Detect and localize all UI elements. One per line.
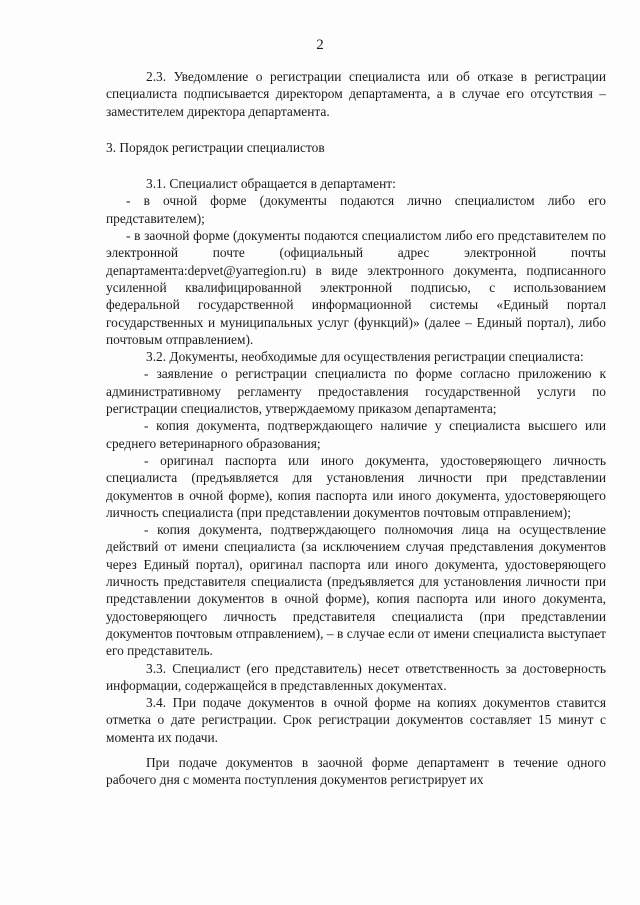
clause-3-4-continuation: При подаче документов в заочной форме департамент в течение одного рабочего дня с момента поступления документов регистрирует их xyxy=(106,754,606,788)
clause-3-2-authority: - копия документа, подтверждающего полномочия лица на осуществление действий от имени специалиста (за исключением случая представления документов через Единый портал), оригинал паспорта или иного документа, удостоверяющего личность представителя специалиста (предъявляется для установления личности при представлении документов в очной форме), копия паспорта или иного документа, удостоверяющего личность представителя специалиста (при представлении документов почтовым отправлением), – в случае если от имени специалиста выступает его представитель. xyxy=(106,522,606,659)
clause-3-2-diploma: - копия документа, подтверждающего наличие у специалиста высшего или среднего ветеринарного образования; xyxy=(106,418,606,451)
document-body xyxy=(106,68,606,789)
clause-3-2-application: - заявление о регистрации специалиста по форме согласно приложению к административному регламенту предоставления государственной услуги по регистрации специалистов, утверждаемому приказом департамента; xyxy=(106,366,606,417)
clause-3-1: 3.1. Специалист обращается в департамент: xyxy=(146,176,396,192)
clause-3-2: 3.2. Документы, необходимые для осуществления регистрации специалиста: xyxy=(146,349,584,365)
clause-3-1-correspondence: - в заочной форме (документы подаются специалистом либо его представителем по электронной почте (официальный адрес электронной почты департамента:depvet@yarregion.ru) в виде электронного документа, подписанного усиленной квалифицированной электронной подписью, с использованием федеральной государственной информационной системы «Единый портал государственных и муниципальных услуг (функций)» (далее – Единый портал), либо почтовым отправлением). xyxy=(106,228,606,347)
clause-2-3: 2.3. Уведомление о регистрации специалиста или об отказе в регистрации специалиста подписывается директором департамента, а в случае его отсутствия – заместителем директора департамента. xyxy=(106,69,606,119)
page-number: 2 xyxy=(316,37,324,53)
clause-3-2-passport: - оригинал паспорта или иного документа, удостоверяющего личность специалиста (предъявляется для установления личности при представлении документов в очной форме), копия паспорта или иного документа, удостоверяющего личность специалиста (при представлении документов почтовым отправлением); xyxy=(106,452,606,520)
clause-3-4: 3.4. При подаче документов в очной форме на копиях документов ставится отметка о дате регистрации. Срок регистрации документов составляет 15 минут с момента их подачи. xyxy=(106,695,606,745)
section-3-title: 3. Порядок регистрации специалистов xyxy=(106,139,325,155)
clause-3-3: 3.3. Специалист (его представитель) несет ответственность за достоверность информации, содержащейся в представленных документах. xyxy=(106,660,606,693)
clause-3-1-in-person: - в очной форме (документы подаются лично специалистом либо его представителем); xyxy=(106,193,606,226)
